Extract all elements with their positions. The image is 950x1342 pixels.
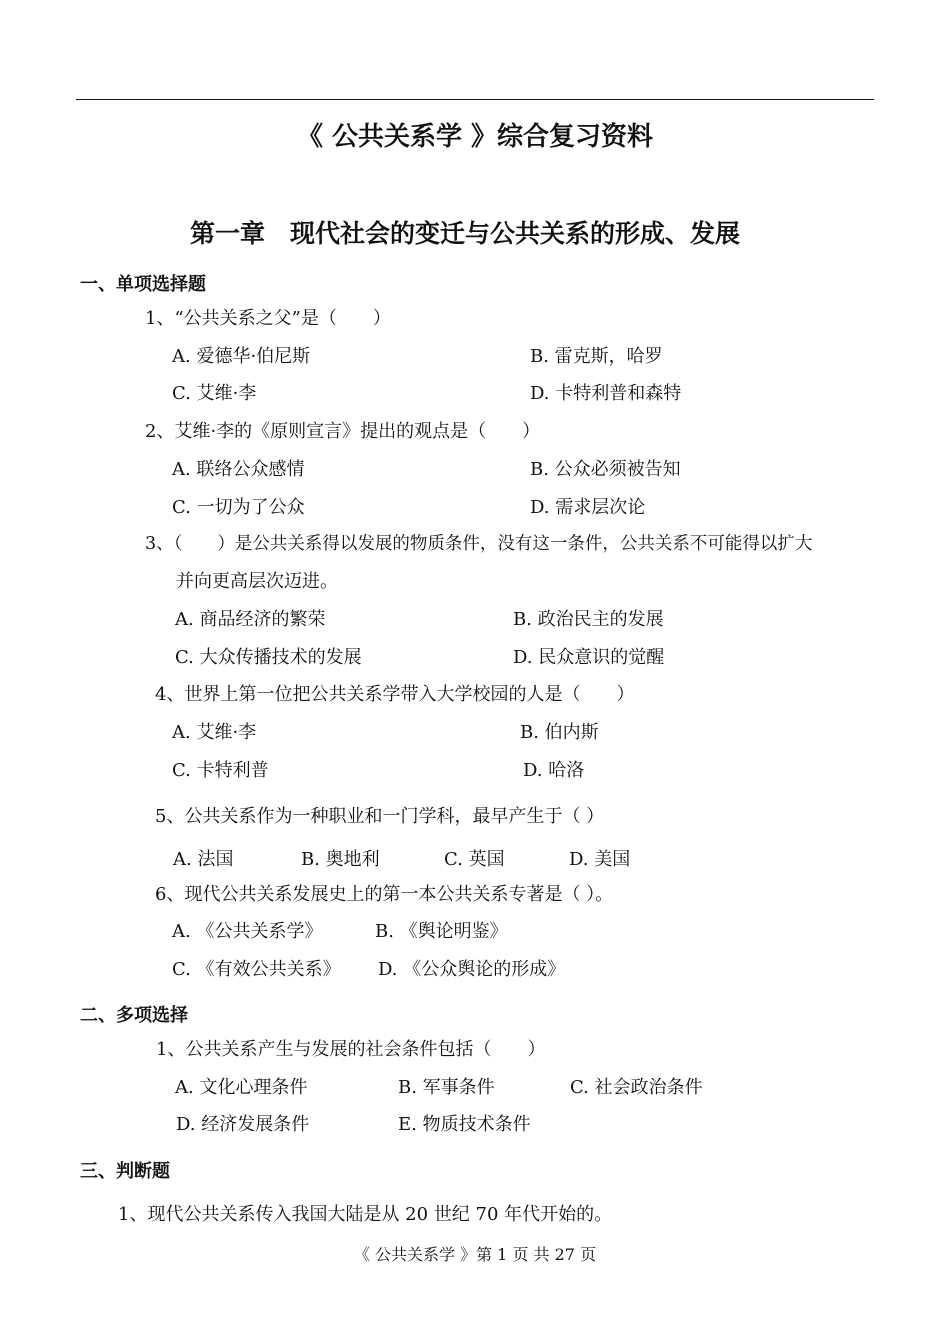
option: A. 法国 bbox=[173, 849, 234, 870]
question-stem: 6、现代公共关系发展史上的第一本公共关系专著是（ ）。 bbox=[155, 884, 614, 905]
option: D. 《公众舆论的形成》 bbox=[378, 959, 566, 980]
option: A. 联络公众感情 bbox=[172, 459, 305, 480]
option: D. 需求层次论 bbox=[530, 497, 646, 518]
option: A. 商品经济的繁荣 bbox=[175, 609, 326, 630]
option: E. 物质技术条件 bbox=[398, 1114, 531, 1135]
option: B. 伯内斯 bbox=[520, 722, 599, 743]
option: D. 民众意识的觉醒 bbox=[513, 647, 665, 668]
question-stem-continuation: 并向更高层次迈进。 bbox=[176, 571, 338, 592]
question-stem: 5、公共关系作为一种职业和一门学科，最早产生于（ ） bbox=[155, 806, 605, 827]
option: D. 哈洛 bbox=[523, 760, 585, 781]
option: A. 爱德华·伯尼斯 bbox=[172, 346, 311, 367]
option: C. 社会政治条件 bbox=[570, 1077, 703, 1098]
option: B. 《舆论明鉴》 bbox=[375, 921, 508, 942]
option: D. 经济发展条件 bbox=[176, 1114, 310, 1135]
option: C. 卡特利普 bbox=[172, 760, 269, 781]
section-heading-single-choice: 一、单项选择题 bbox=[80, 274, 206, 295]
option: A. 《公共关系学》 bbox=[172, 921, 323, 942]
option: B. 奥地利 bbox=[301, 849, 380, 870]
question-stem: 2、艾维·李的《原则宣言》提出的观点是（ ） bbox=[145, 421, 541, 442]
section-heading-true-false: 三、判断题 bbox=[80, 1161, 170, 1182]
option: B. 雷克斯，哈罗 bbox=[530, 346, 663, 367]
option: B. 公众必须被告知 bbox=[530, 459, 681, 480]
chapter-title: 第一章 现代社会的变迁与公共关系的形成、发展 bbox=[189, 219, 740, 248]
question-stem: 4、世界上第一位把公共关系学带入大学校园的人是（ ） bbox=[155, 684, 635, 705]
question-stem: 1、现代公共关系传入我国大陆是从 20 世纪 70 年代开始的。 bbox=[118, 1204, 613, 1225]
option: B. 军事条件 bbox=[398, 1077, 495, 1098]
option: A. 文化心理条件 bbox=[175, 1077, 308, 1098]
option: C. 艾维·李 bbox=[172, 383, 257, 404]
option: B. 政治民主的发展 bbox=[513, 609, 664, 630]
header-rule bbox=[76, 99, 874, 100]
page-footer: 《 公共关系学 》第 1 页 共 27 页 bbox=[353, 1245, 597, 1264]
option: C. 英国 bbox=[444, 849, 505, 870]
option: C. 一切为了公众 bbox=[172, 497, 305, 518]
question-stem: 1、公共关系产生与发展的社会条件包括（ ） bbox=[156, 1039, 546, 1060]
question-stem: 1、“公共关系之父”是（ ） bbox=[145, 308, 391, 329]
option: C. 《有效公共关系》 bbox=[172, 959, 341, 980]
section-heading-multi-choice: 二、多项选择 bbox=[80, 1005, 188, 1026]
option: D. 美国 bbox=[569, 849, 631, 870]
option: A. 艾维·李 bbox=[172, 722, 257, 743]
document-title: 《 公共关系学 》综合复习资料 bbox=[296, 122, 654, 152]
question-stem: 3、（ ）是公共关系得以发展的物质条件，没有这一条件，公共关系不可能得以扩大 bbox=[145, 534, 813, 554]
option: D. 卡特利普和森特 bbox=[530, 383, 682, 404]
option: C. 大众传播技术的发展 bbox=[175, 647, 362, 668]
